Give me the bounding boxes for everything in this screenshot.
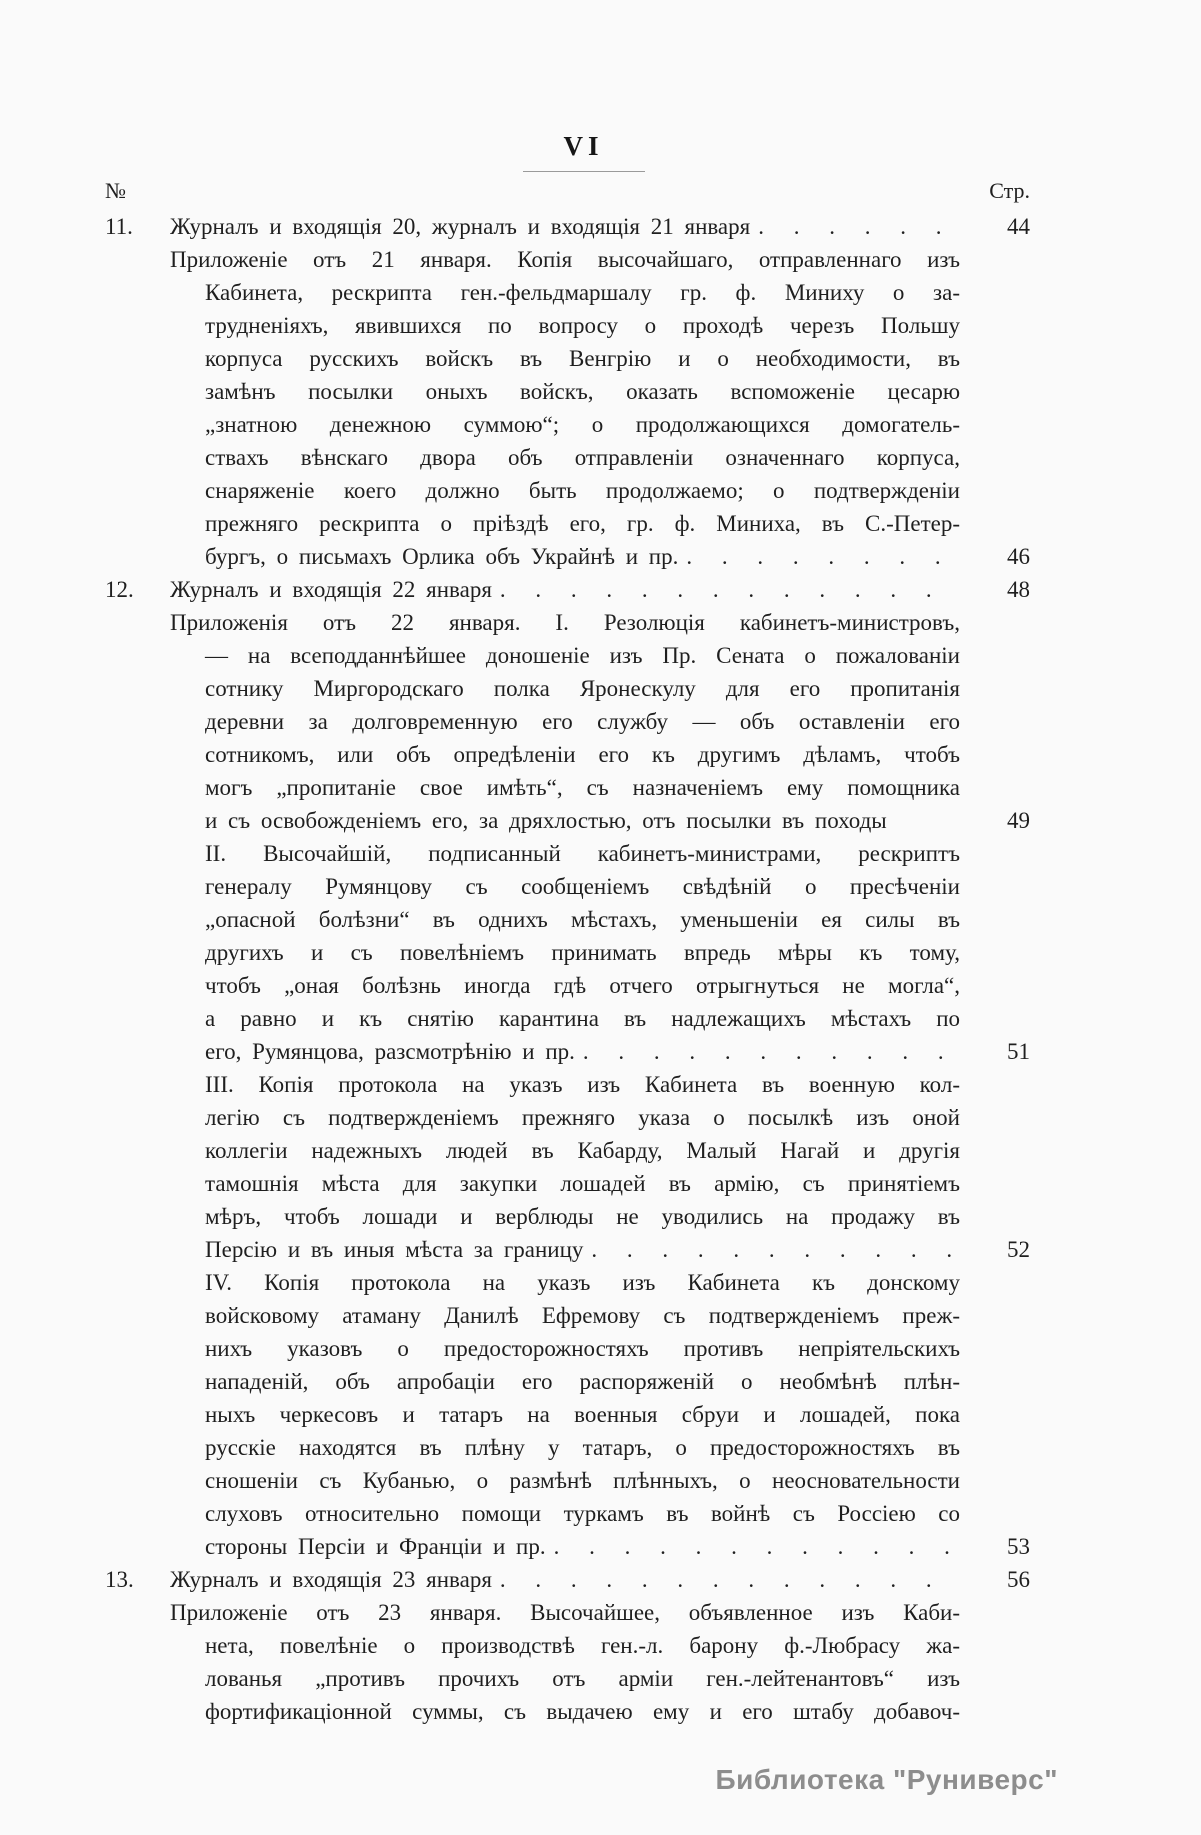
toc-line <box>105 1134 1030 1167</box>
dot-leader <box>583 1035 956 1068</box>
line-text: Журналъ и входящія 22 января <box>170 577 492 602</box>
toc-line <box>105 771 1030 804</box>
page-number: 46 <box>1007 544 1030 569</box>
toc-line <box>105 1497 1030 1530</box>
entry-number: 11. <box>105 214 133 239</box>
line-text: Приложеніе отъ 23 января. Высочайшее, объявленное изъ Каби- <box>170 1600 960 1625</box>
column-headers <box>105 176 1030 206</box>
line-text: нападеній, объ апробаціи его распоряженій о необмѣнѣ плѣн- <box>205 1369 960 1394</box>
line-text: III. Копія протокола на указъ изъ Кабинета въ военную кол- <box>205 1072 960 1097</box>
dot-leader <box>500 573 956 606</box>
line-text: а равно и къ снятію карантина въ надлежащихъ мѣстахъ по <box>205 1006 960 1031</box>
toc-line <box>105 1200 1030 1233</box>
page-header-inner <box>523 130 645 172</box>
page-number: 44 <box>1007 214 1030 239</box>
line-text: Приложеніе отъ 21 января. Копія высочайшаго, отправленнаго изъ <box>170 247 960 272</box>
toc-line <box>105 375 1030 408</box>
line-text: Персію и въ иныя мѣста за границу <box>205 1237 584 1262</box>
line-text: тамошнія мѣста для закупки лошадей въ армію, съ принятіемъ <box>205 1171 960 1196</box>
toc-line <box>105 936 1030 969</box>
line-text: Журналъ и входящія 20, журналъ и входящія 21 января <box>170 214 751 239</box>
toc-line <box>105 1068 1030 1101</box>
page-number: 48 <box>1007 577 1030 602</box>
toc-entry <box>105 573 1201 1563</box>
line-text: могъ „пропитаніе свое имѣть“, съ назначеніемъ ему помощника <box>205 775 960 800</box>
toc-entry <box>105 210 1201 573</box>
toc-line <box>105 1629 1030 1662</box>
dot-leader <box>686 540 956 573</box>
toc-line <box>105 837 1030 870</box>
line-text: Журналъ и входящія 23 января <box>170 1567 492 1592</box>
toc-line <box>105 474 1030 507</box>
toc <box>105 210 1201 1728</box>
toc-line <box>105 1365 1030 1398</box>
toc-line <box>105 672 1030 705</box>
line-text: сотнику Миргородскаго полка Яронескулу для его пропитанія <box>205 676 960 701</box>
line-text: „знатною денежною суммою“; о продолжающихся домогатель- <box>205 412 960 437</box>
line-text: стороны Персіи и Франціи и пр. <box>205 1534 546 1559</box>
toc-line <box>105 210 1030 243</box>
toc-line <box>105 243 1030 276</box>
toc-line <box>105 408 1030 441</box>
dot-leader <box>500 1563 956 1596</box>
line-text: II. Высочайшій, подписанный кабинетъ-министрами, рескриптъ <box>205 841 960 866</box>
line-text: „опасной болѣзни“ въ однихъ мѣстахъ, уменьшеніи ея силы въ <box>205 907 960 932</box>
toc-line <box>105 1167 1030 1200</box>
toc-line <box>105 507 1030 540</box>
line-text: снаряженіе коего должно быть продолжаемо; о подтвержденіи <box>205 478 960 503</box>
line-text: корпуса русскихъ войскъ въ Венгрію и о необходимости, въ <box>205 346 960 371</box>
line-text: легію съ подтвержденіемъ прежняго указа о посылкѣ изъ оной <box>205 1105 960 1130</box>
toc-line <box>105 903 1030 936</box>
line-text: бургъ, о письмахъ Орлика объ Украйнѣ и пр. <box>205 544 679 569</box>
page-number: 51 <box>1007 1039 1030 1064</box>
line-text: чтобъ „оная болѣзнь иногда гдѣ отчего отрыгнуться не могла“, <box>205 973 960 998</box>
line-text: Приложенія отъ 22 января. I. Резолюція кабинетъ-министровъ, <box>170 610 960 635</box>
toc-line <box>105 1662 1030 1695</box>
line-text: ствахъ вѣнскаго двора объ отправленіи означеннаго корпуса, <box>205 445 960 470</box>
line-text: генералу Румянцову съ сообщеніемъ свѣдѣній о пресѣченіи <box>205 874 960 899</box>
watermark: Библиотека "Руниверс" <box>715 1764 1058 1795</box>
page-header <box>0 0 1201 172</box>
entry-number: 13. <box>105 1567 134 1592</box>
toc-line <box>105 1530 1030 1563</box>
toc-line <box>105 1266 1030 1299</box>
toc-line <box>105 1002 1030 1035</box>
line-text: сотникомъ, или объ опредѣленіи его къ другимъ дѣламъ, чтобъ <box>205 742 960 767</box>
line-text: его, Румянцова, разсмотрѣнію и пр. <box>205 1039 575 1064</box>
toc-line <box>105 606 1030 639</box>
dot-leader <box>591 1233 956 1266</box>
line-text: мѣръ, чтобъ лошади и верблюды не уводились на продажу въ <box>205 1204 960 1229</box>
line-text: русскіе находятся въ плѣну у татаръ, о предосторожностяхъ въ <box>205 1435 960 1460</box>
toc-line <box>105 276 1030 309</box>
toc-line <box>105 1299 1030 1332</box>
toc-line <box>105 441 1030 474</box>
header-rule <box>523 171 645 172</box>
page-number: 56 <box>1007 1567 1030 1592</box>
line-text: замѣнъ посылки оныхъ войскъ, оказать вспоможеніе цесарю <box>205 379 960 404</box>
toc-line <box>105 1035 1030 1068</box>
toc-line <box>105 1464 1030 1497</box>
toc-line <box>105 1596 1030 1629</box>
page-number: 53 <box>1007 1534 1030 1559</box>
page-number-roman: VI <box>563 131 604 161</box>
line-text: трудненіяхъ, явившихся по вопросу о проходѣ черезъ Польшу <box>205 313 960 338</box>
toc-line <box>105 309 1030 342</box>
col-header-number: № <box>105 178 126 203</box>
toc-line <box>105 1431 1030 1464</box>
line-text: войсковому атаману Данилѣ Ефремову съ подтвержденіемъ преж- <box>205 1303 960 1328</box>
toc-line <box>105 639 1030 672</box>
toc-line <box>105 705 1030 738</box>
toc-entry <box>105 1563 1201 1728</box>
toc-line <box>105 1233 1030 1266</box>
toc-line <box>105 969 1030 1002</box>
toc-line <box>105 870 1030 903</box>
toc-line <box>105 573 1030 606</box>
toc-line <box>105 540 1030 573</box>
line-text: прежняго рескрипта о пріѣздѣ его, гр. ф. Миниха, въ С.-Петер- <box>205 511 960 536</box>
dot-leader <box>554 1530 956 1563</box>
dot-leader <box>758 210 956 243</box>
line-text: коллегіи надежныхъ людей въ Кабарду, Малый Нагай и другія <box>205 1138 960 1163</box>
line-text: другихъ и съ повелѣніемъ принимать впредь мѣры къ тому, <box>205 940 960 965</box>
line-text: ныхъ черкесовъ и татаръ на военныя сбруи и лошадей, пока <box>205 1402 960 1427</box>
line-text: и съ освобожденіемъ его, за дряхлостью, отъ посылки въ походы <box>205 808 887 833</box>
line-text: нихъ указовъ о предосторожностяхъ противъ непріятельскихъ <box>205 1336 960 1361</box>
line-text: слуховъ относительно помощи туркамъ въ войнѣ съ Россіею со <box>205 1501 960 1526</box>
toc-line <box>105 738 1030 771</box>
line-text: лованья „противъ прочихъ отъ арміи ген.-лейтенантовъ“ изъ <box>205 1666 960 1691</box>
toc-line <box>105 1332 1030 1365</box>
page-number: 52 <box>1007 1237 1030 1262</box>
toc-line <box>105 804 1030 837</box>
toc-line <box>105 342 1030 375</box>
line-text: сношеніи съ Кубанью, о размѣнѣ плѣнныхъ, о неосновательности <box>205 1468 960 1493</box>
toc-line <box>105 1695 1030 1728</box>
line-text: Кабинета, рескрипта ген.-фельдмаршалу гр. ф. Миниху о за- <box>205 280 960 305</box>
toc-line <box>105 1563 1030 1596</box>
toc-line <box>105 1398 1030 1431</box>
entry-number: 12. <box>105 577 134 602</box>
line-text: нета, повелѣніе о производствѣ ген.-л. барону ф.-Любрасу жа- <box>205 1633 960 1658</box>
toc-line <box>105 1101 1030 1134</box>
page-number: 49 <box>1007 808 1030 833</box>
line-text: фортификаціонной суммы, съ выдачею ему и его штабу добавоч- <box>205 1699 960 1724</box>
line-text: IV. Копія протокола на указъ изъ Кабинета къ донскому <box>205 1270 960 1295</box>
line-text: деревни за долговременную его службу — объ оставленіи его <box>205 709 960 734</box>
line-text: — на всеподданнѣйшее доношеніе изъ Пр. Сената о пожалованіи <box>205 643 960 668</box>
col-header-page: Стр. <box>989 178 1030 203</box>
